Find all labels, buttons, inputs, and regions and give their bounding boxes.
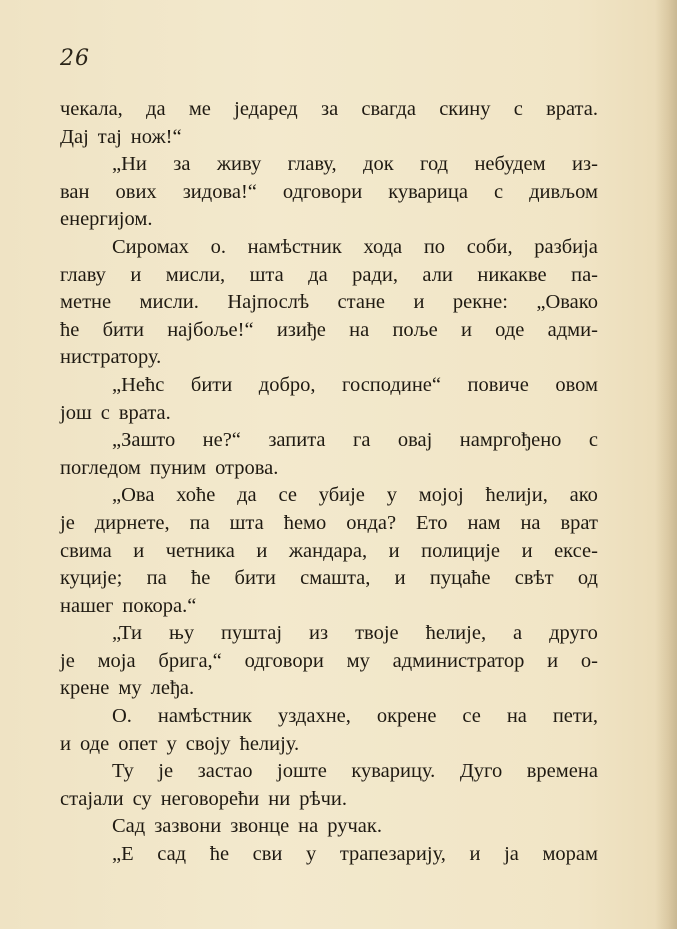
- text-line: крене му леђа.: [60, 677, 195, 700]
- text-line: куције; па ће бити смашта, и пуцаће свѣт од: [60, 567, 598, 590]
- text-line: „Нећс бити добро, господине“ повиче овом: [112, 373, 598, 396]
- text-line: енергијом.: [60, 208, 153, 231]
- text-line: још с врата.: [60, 401, 171, 424]
- text-line: стајали су неговорећи ни рѣчи.: [60, 787, 348, 810]
- text-line: је дирнете, па шта ћемо онда? Ето нам на врат: [60, 511, 598, 534]
- text-line: „Е сад ће сви у трапезарију, и ја морам: [112, 843, 598, 866]
- text-line: ван ових зидова!“ одговори куварица с дивљом: [60, 180, 598, 203]
- text-line: „Ова хоће да се убије у мојој ћелији, ако: [112, 484, 598, 507]
- text-line: О. намѣстник уздахне, окрене се на пети,: [112, 705, 598, 728]
- text-line: ће бити најбоље!“ изиђе на поље и оде адми-: [60, 318, 598, 341]
- text-line: метне мисли. Најпослѣ стане и рекне: „Овако: [60, 291, 598, 314]
- text-line: Ту је застао јоште куварицу. Дуго времена: [112, 760, 598, 783]
- text-line: је моја брига,“ одговори му администратор и о-: [60, 649, 598, 672]
- text-line: свима и четника и жандара, и полиције и ексе-: [60, 539, 598, 562]
- text-line: чекала, да ме једаред за свагда скину с врата.: [60, 98, 598, 120]
- text-line: Сиромах о. намѣстник хода по соби, разбија: [112, 235, 598, 258]
- text-line: главу и мисли, шта да ради, али никакве па-: [60, 263, 598, 286]
- text-line: и оде опет у своју ћелију.: [60, 732, 300, 755]
- page-number: 26: [60, 46, 90, 71]
- text-line: „Ни за живу главу, док год небудем из-: [112, 153, 598, 176]
- text-line: „Ти њу пуштај из твоје ћелије, а друго: [112, 622, 598, 645]
- text-line: Сад зазвони звонце на ручак.: [112, 815, 382, 838]
- text-line: нистратору.: [60, 346, 162, 369]
- page-edge-shadow: [655, 0, 677, 929]
- text-line: Дај тај нож!“: [60, 125, 182, 148]
- text-line: погледом пуним отрова.: [60, 456, 279, 479]
- text-line: „Зашто не?“ запита га овај намргођено с: [112, 429, 598, 452]
- body-text: [60, 96, 598, 869]
- text-line: нашег покора.“: [60, 594, 197, 617]
